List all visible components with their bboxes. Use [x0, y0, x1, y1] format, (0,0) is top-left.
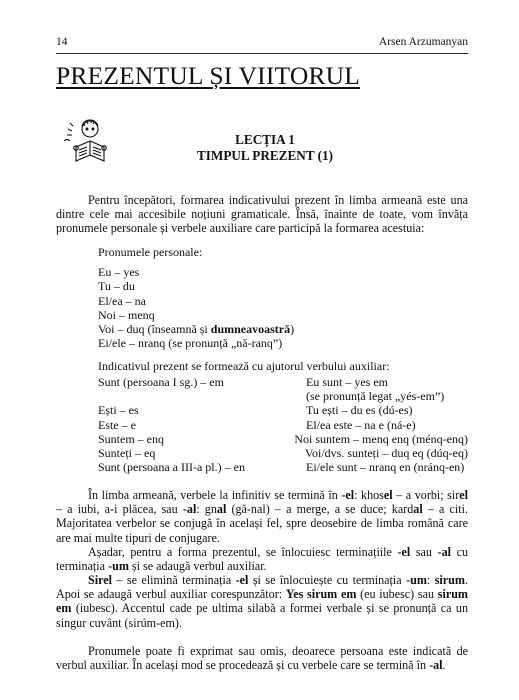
pronoun-item: Ei/ele – nranq (se pronunță „nă-ranq”) — [98, 336, 283, 351]
auxiliary-heading: Indicativul prezent se formează cu ajutorul verbului auxiliar: — [98, 359, 390, 373]
pronouns-heading: Pronumele personale: — [98, 245, 203, 259]
example-paragraph: Sirel – se elimină terminația -el și se înlocuiește cu terminația -um: sirum. Apoi se adaugă verbul auxiliar corespunzător: Yes sirum em (eu iubesc) sau sirum em (iubesc). Accentul cade pe ultima silabă a formei verbale și se pronunță ca un singur cuvânt (sirúm-em). — [56, 573, 468, 630]
pronoun-item: Noi – menq — [98, 307, 155, 322]
infinitive-paragraph: În limba armeană, verbele la infinitiv se termină în -el: khosel – a vorbi; sirel – a iubi, a-i plăcea, sau -al: gnal (gă-nal) – a merge, a se duce; kardal – a citi. Majoritatea verbelor se conjugă în același fel, spre deosebire de limba română care are mai multe tipuri de conjugare. — [56, 488, 469, 545]
bold-term: dumneavoastră — [210, 322, 291, 337]
lesson-title: TIMPUL PREZENT (1) — [196, 148, 334, 163]
pronoun-list — [98, 245, 294, 350]
header-rule — [56, 53, 468, 54]
formation-paragraph: Așadar, pentru a forma prezentul, se înlocuiesc terminațiile -el sau -al cu terminația -um și se adaugă verbul auxiliar. — [56, 545, 468, 574]
table-row: (se pronunță legat „yés-em”) — [306, 389, 445, 404]
lesson-number: LECȚIA 1 — [235, 132, 295, 147]
pronoun-item: Voi – duq (înseamnă și dumneavoastră) — [98, 322, 295, 337]
chapter-title: PREZENTUL ȘI VIITORUL — [56, 61, 361, 90]
page-number: 14 — [56, 36, 68, 48]
running-header — [56, 36, 468, 52]
pronoun-item: El/ea – na — [98, 293, 146, 308]
intro-text: Pentru începători, formarea indicativului prezent în limba armeană este una dintre cele mai accesibile noțiuni gramaticale. Însă, înainte de toate, vom învăța pronumele personale și verbele auxiliare care participă la formarea acestuia: — [56, 193, 468, 236]
table-row: Este – e El/ea este – na e (ná-e) — [98, 417, 416, 432]
intro-paragraph — [56, 193, 468, 236]
reading-student-icon — [62, 117, 114, 165]
author-name: Arsen Arzumanyan — [378, 36, 468, 48]
auxiliary-table — [98, 375, 468, 474]
lesson-heading — [120, 132, 410, 164]
pronoun-item: Eu – yes — [98, 265, 140, 280]
table-row: Suntem – enq Noi suntem – menq enq (ménq-enq) — [98, 431, 468, 446]
table-row: Sunteți – eq Voi/dvs. sunteți – duq eq (dúq-eq) — [98, 446, 468, 461]
pronoun-item: Tu – du — [98, 279, 135, 294]
table-row: Sunt (persoana a III-a pl.) – en Ei/ele sunt – nranq en (nránq-en) — [98, 460, 465, 475]
table-row: Sunt (persoana I sg.) – em Eu sunt – yes em — [98, 375, 388, 389]
pronoun-omission-paragraph: Pronumele poate fi exprimat sau omis, deoarece persoana este indicată de verbul auxiliar. În același mod se procedează și cu verbele care se termină în -al. — [56, 644, 468, 673]
table-row: Ești – es Tu ești – du es (dú-es) — [98, 403, 413, 418]
